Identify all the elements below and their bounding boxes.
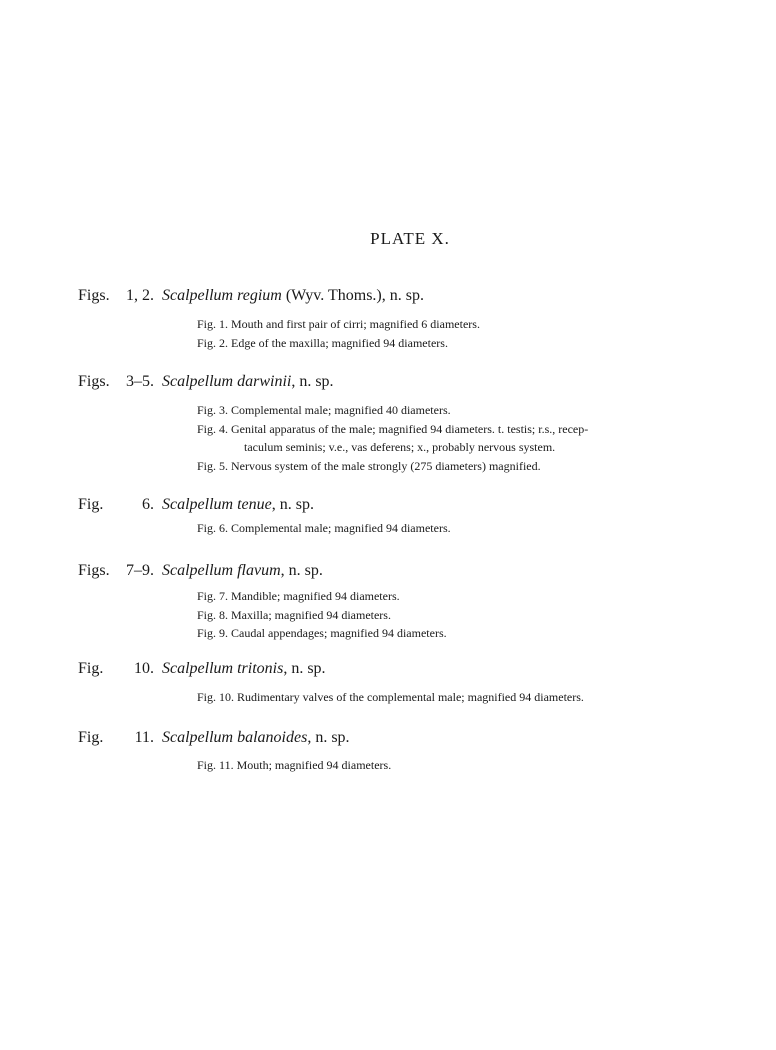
figure-text: Caudal appendages; magnified 94 diameters. — [231, 626, 447, 640]
figure-entry — [197, 624, 727, 643]
species-italic: Scalpellum tenue — [162, 496, 272, 513]
species-italic: Scalpellum tritonis — [162, 660, 284, 677]
figure-entry — [197, 606, 727, 625]
group-heading — [0, 562, 776, 584]
group-heading — [0, 373, 776, 395]
species-suffix: , n. sp. — [307, 729, 350, 746]
species-italic: Scalpellum flavum — [162, 562, 281, 579]
figure-entry — [197, 519, 727, 538]
figure-entry — [197, 315, 727, 334]
figure-entry — [197, 401, 727, 420]
figure-group — [0, 373, 776, 473]
figure-ref: Fig. 6. — [197, 521, 229, 535]
species-suffix: (Wyv. Thoms.), n. sp. — [281, 287, 424, 304]
figure-text: Complemental male; magnified 40 diameters. — [231, 403, 451, 417]
figure-ref: Fig. 10. — [197, 690, 235, 704]
figure-group — [0, 287, 776, 350]
figure-ref: Fig. 11. — [197, 758, 234, 772]
figure-ref: Fig. 9. — [197, 626, 229, 640]
species-name — [162, 562, 323, 580]
figure-number: 7–9. — [126, 562, 154, 579]
group-heading — [0, 496, 776, 518]
species-italic: Scalpellum balanoides — [162, 729, 308, 746]
figure-ref: Fig. 1. — [197, 317, 229, 331]
figure-ref: Fig. 7. — [197, 589, 229, 603]
figure-group — [0, 660, 776, 704]
plate-title: PLATE X. — [370, 229, 450, 248]
species-suffix: , n. sp. — [283, 660, 326, 677]
figure-descriptions — [197, 756, 727, 775]
figure-text: Mouth and first pair of cirri; magnified 6 diameters. — [231, 317, 480, 331]
figure-number: 10. — [134, 660, 154, 677]
figure-label: Figs. — [78, 562, 110, 579]
species-name — [162, 287, 424, 305]
figure-number: 11. — [134, 729, 154, 746]
figure-group — [0, 729, 776, 772]
figure-descriptions — [197, 315, 727, 352]
group-heading — [0, 287, 776, 309]
figure-descriptions — [197, 401, 727, 475]
figure-descriptions — [197, 519, 727, 538]
figure-entry — [197, 688, 727, 707]
figure-ref: Fig. 2. — [197, 335, 229, 350]
figure-ref: Fig. 3. — [197, 403, 229, 417]
figure-entry — [197, 756, 727, 775]
species-suffix: , n. sp. — [271, 496, 314, 513]
figure-number: 6. — [142, 496, 154, 513]
figure-text: Maxilla; magnified 94 diameters. — [231, 607, 391, 622]
figure-entry — [197, 457, 727, 476]
figure-text: Complemental male; magnified 94 diameters. — [231, 521, 451, 535]
species-suffix: , n. sp. — [291, 373, 334, 390]
group-heading — [0, 660, 776, 682]
figure-entry — [197, 420, 727, 457]
figure-label: Fig. — [78, 496, 104, 513]
figure-ref: Fig. 4. — [197, 421, 229, 436]
species-name — [162, 496, 314, 514]
figure-group — [0, 496, 776, 535]
figure-group — [0, 562, 776, 640]
group-heading — [0, 729, 776, 751]
figure-ref: Fig. 5. — [197, 458, 229, 473]
figure-number: 3–5. — [126, 373, 154, 390]
figure-text: Genital apparatus of the male; magnified 94 diameters. t. testis; r.s., recep- — [231, 421, 589, 436]
species-name — [162, 729, 350, 747]
species-suffix: , n. sp. — [280, 562, 323, 579]
species-name — [162, 660, 326, 678]
species-italic: Scalpellum darwinii — [162, 373, 292, 390]
figure-text: Rudimentary valves of the complemental male; magnified 94 diameters. — [237, 690, 584, 704]
figure-label: Fig. — [78, 729, 104, 746]
species-italic: Scalpellum regium — [162, 287, 282, 304]
species-name — [162, 373, 334, 391]
figure-text: Edge of the maxilla; magnified 94 diameters. — [231, 335, 448, 350]
figure-label: Figs. — [78, 373, 110, 390]
figure-text: Nervous system of the male strongly (275 diameters) magnified. — [231, 458, 541, 473]
figure-entry — [197, 587, 727, 606]
figure-text: Mouth; magnified 94 diameters. — [236, 758, 392, 772]
figure-label: Figs. — [78, 287, 110, 304]
figure-text-continuation: taculum seminis; v.e., vas deferens; x., probably nervous system. — [244, 440, 556, 454]
figure-descriptions — [197, 688, 727, 707]
figure-text: Mandible; magnified 94 diameters. — [231, 589, 400, 603]
figure-number: 1, 2. — [126, 287, 154, 304]
figure-descriptions — [197, 587, 727, 643]
figure-entry — [197, 334, 727, 353]
figure-ref: Fig. 8. — [197, 607, 229, 622]
figure-label: Fig. — [78, 660, 104, 677]
